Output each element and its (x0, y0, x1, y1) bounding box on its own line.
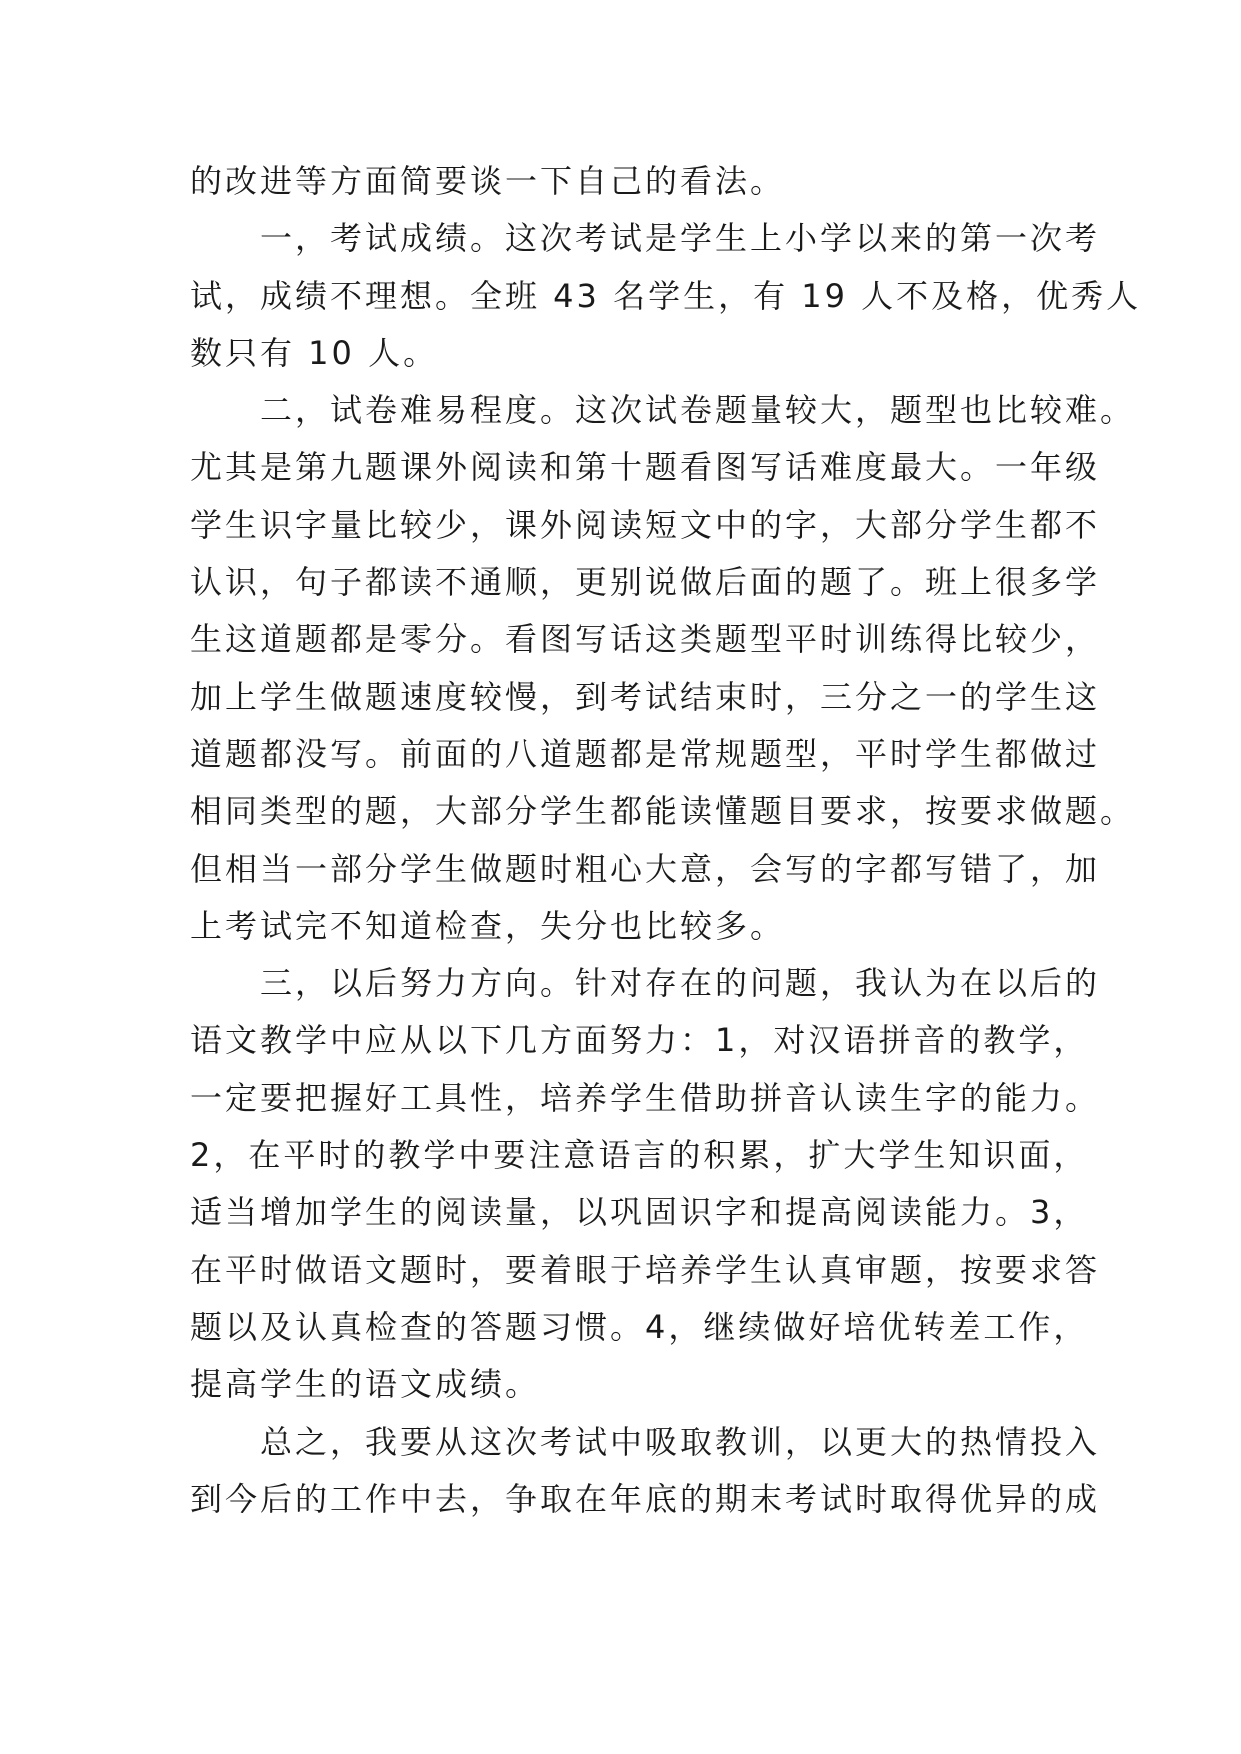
document-body (190, 153, 1142, 1528)
text-line-18: 2，在平时的教学中要注意语言的积累，扩大学生知识面， (190, 1136, 1089, 1175)
text-line-17: 一定要把握好工具性，培养学生借助拼音认读生字的能力。 (190, 1078, 1101, 1117)
text-line-14: 上考试完不知道检查，失分也比较多。 (190, 906, 786, 945)
text-line-24: 到今后的工作中去，争取在年底的期末考试时取得优异的成 (190, 1479, 1101, 1518)
text-line-19: 适当增加学生的阅读量，以巩固识字和提高阅读能力。3， (190, 1193, 1089, 1232)
text-line-16: 语文教学中应从以下几方面努力：1，对汉语拼音的教学， (190, 1021, 1089, 1060)
text-line-20: 在平时做语文题时，要着眼于培养学生认真审题，按要求答 (190, 1250, 1101, 1289)
text-line-6: 尤其是第九题课外阅读和第十题看图写话难度最大。一年级 (190, 448, 1101, 487)
text-line-7: 学生识字量比较少，课外阅读短文中的字，大部分学生都不 (190, 505, 1101, 544)
text-line-13: 但相当一部分学生做题时粗心大意，会写的字都写错了，加 (190, 849, 1101, 888)
text-line-5: 二，试卷难易程度。这次试卷题量较大，题型也比较难。 (260, 391, 1136, 430)
text-line-15: 三，以后努力方向。针对存在的问题，我认为在以后的 (260, 964, 1101, 1003)
text-line-11: 道题都没写。前面的八道题都是常规题型，平时学生都做过 (190, 734, 1101, 773)
text-line-3: 试，成绩不理想。全班 43 名学生，有 19 人不及格，优秀人 (190, 276, 1142, 315)
text-line-10: 加上学生做题速度较慢，到考试结束时，三分之一的学生这 (190, 677, 1101, 716)
text-line-8: 认识，句子都读不通顺，更别说做后面的题了。班上很多学 (190, 563, 1101, 602)
text-line-21: 题以及认真检查的答题习惯。4，继续做好培优转差工作， (190, 1307, 1089, 1346)
text-line-2: 一，考试成绩。这次考试是学生上小学以来的第一次考 (260, 219, 1101, 258)
text-line-22: 提高学生的语文成绩。 (190, 1365, 541, 1404)
text-line-9: 生这道题都是零分。看图写话这类题型平时训练得比较少， (190, 620, 1101, 659)
text-line-12: 相同类型的题，大部分学生都能读懂题目要求，按要求做题。 (190, 792, 1136, 831)
text-line-1: 的改进等方面简要谈一下自己的看法。 (190, 162, 786, 200)
text-line-4: 数只有 10 人。 (190, 333, 439, 372)
text-line-23: 总之，我要从这次考试中吸取教训，以更大的热情投入 (260, 1422, 1101, 1461)
